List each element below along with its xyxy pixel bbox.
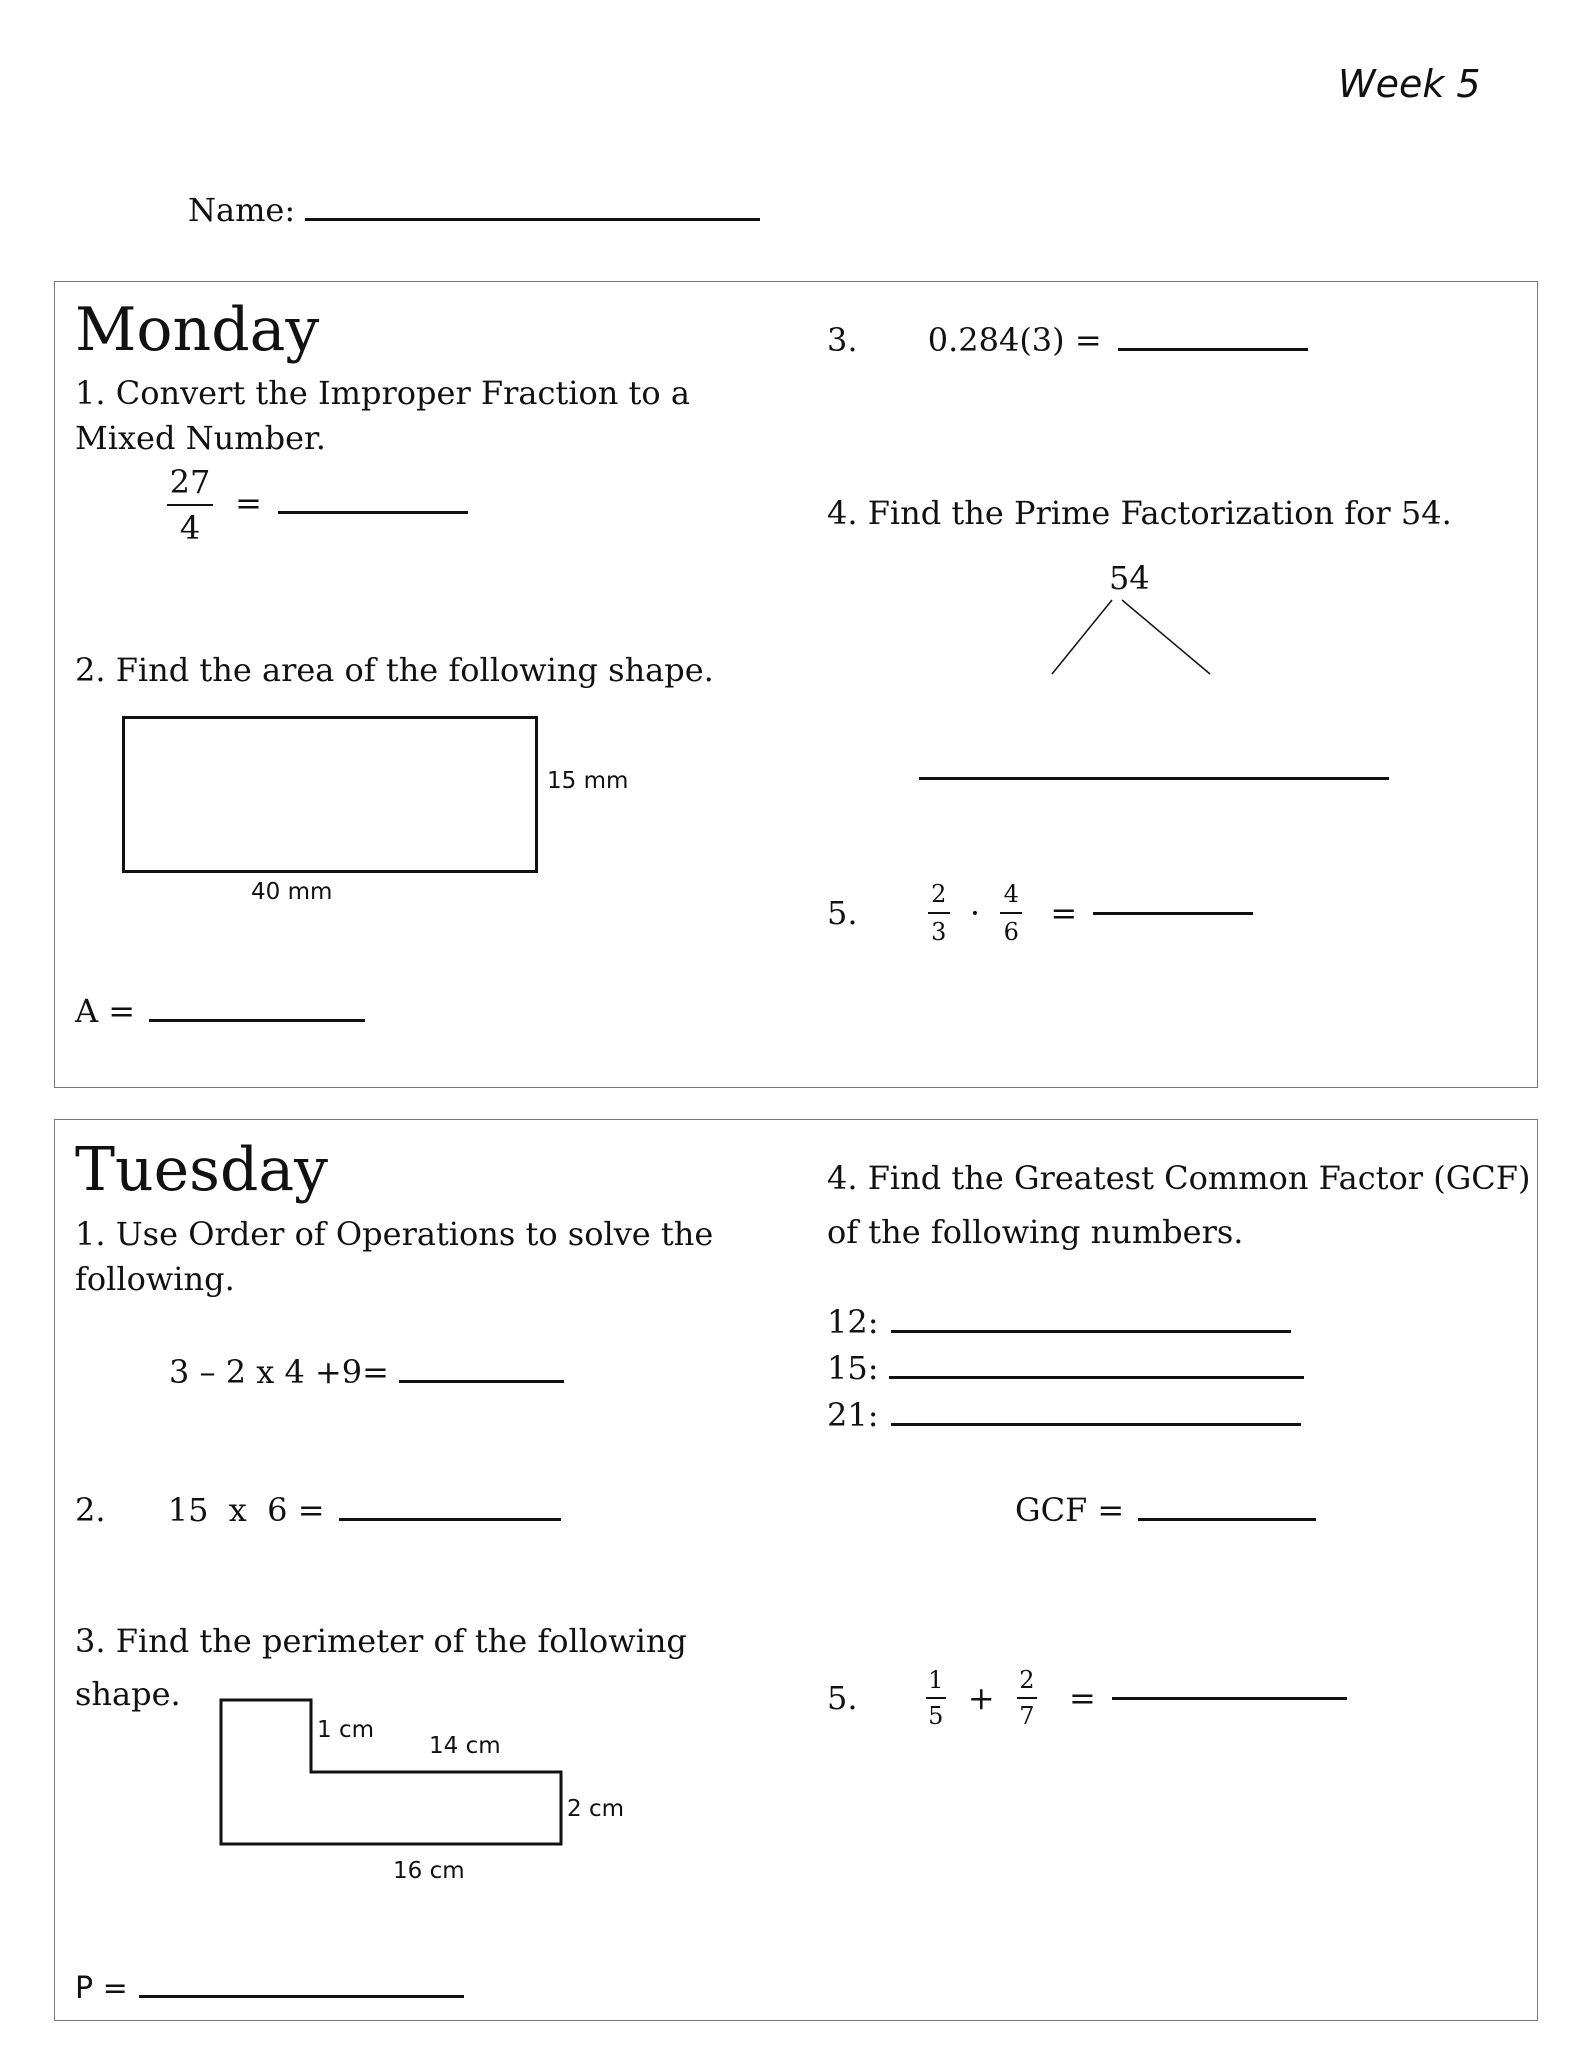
fraction-1-bar — [926, 1697, 946, 1699]
week-label: Week 5 — [1338, 62, 1481, 106]
name-field[interactable] — [188, 191, 760, 229]
tuesday-q2-expression: 15 x 6 = — [167, 1491, 325, 1529]
fraction-2-bar — [1000, 912, 1022, 914]
gcf-row-21-blank[interactable] — [891, 1423, 1301, 1426]
rectangle-width-label: 40 mm — [251, 879, 333, 905]
monday-q1-text-line2: Mixed Number. — [75, 419, 326, 457]
tuesday-title: Tuesday — [75, 1135, 329, 1205]
fraction-2-numerator: 4 — [1003, 880, 1019, 908]
gcf-answer-label: GCF = — [1015, 1491, 1125, 1529]
tuesday-q1-answer-blank[interactable] — [399, 1380, 564, 1383]
l-shape — [219, 1698, 565, 1848]
area-answer-blank[interactable] — [149, 1019, 365, 1022]
monday-q1-text-line1: 1. Convert the Improper Fraction to a — [75, 374, 690, 412]
tuesday-q5-fraction-1 — [926, 1668, 946, 1728]
name-blank[interactable] — [305, 218, 760, 221]
name-label: Name: — [188, 191, 296, 229]
tuesday-q1-expression-row — [169, 1353, 564, 1391]
l-shape-label-16cm: 16 cm — [393, 1858, 465, 1884]
tuesday-q2 — [75, 1491, 561, 1529]
perimeter-answer[interactable] — [75, 1971, 464, 2006]
factor-tree-branches — [1050, 596, 1220, 676]
monday-q5-fraction-2 — [1000, 882, 1022, 944]
gcf-row-21 — [827, 1396, 1301, 1434]
tuesday-q4-text-line2: of the following numbers. — [827, 1213, 1244, 1251]
gcf-row-15-blank[interactable] — [889, 1376, 1304, 1379]
gcf-row-label: 21: — [827, 1396, 879, 1434]
fraction-numerator: 27 — [169, 463, 211, 501]
perimeter-answer-label: P = — [75, 1971, 128, 2006]
tuesday-q5-answer-blank[interactable] — [1112, 1697, 1347, 1700]
fraction-2-bar — [1017, 1697, 1037, 1699]
monday-q5-fraction-1 — [928, 882, 950, 944]
prime-factorization-answer-line[interactable] — [919, 777, 1389, 780]
rectangle-shape — [122, 716, 538, 873]
perimeter-answer-blank[interactable] — [139, 1995, 464, 1998]
equals-sign: = — [1050, 894, 1078, 932]
tuesday-q1-text-line2: following. — [75, 1260, 235, 1298]
tuesday-q2-answer-blank[interactable] — [339, 1518, 561, 1521]
tuesday-q5 — [827, 1668, 1347, 1728]
tuesday-q2-number: 2. — [75, 1491, 106, 1529]
gcf-row-label: 12: — [827, 1303, 879, 1341]
tuesday-q3-text-line2: shape. — [75, 1675, 181, 1713]
rectangle-height-label: 15 mm — [547, 768, 629, 794]
tuesday-q5-fraction-2 — [1017, 1668, 1037, 1728]
fraction-2-denominator: 7 — [1019, 1702, 1035, 1730]
plus-sign: + — [967, 1679, 995, 1717]
tuesday-q5-number: 5. — [827, 1679, 858, 1717]
fraction-2-denominator: 6 — [1003, 918, 1019, 946]
monday-q5 — [827, 882, 1253, 944]
fraction-1-denominator: 5 — [928, 1702, 944, 1730]
monday-q4-text: 4. Find the Prime Factorization for 54. — [827, 494, 1452, 532]
gcf-answer-blank[interactable] — [1138, 1518, 1316, 1521]
gcf-row-12-blank[interactable] — [891, 1330, 1291, 1333]
monday-q3-expression: 0.284(3) = — [927, 321, 1102, 359]
tuesday-q3-text-line1: 3. Find the perimeter of the following — [75, 1622, 687, 1660]
l-shape-label-1cm: 1 cm — [317, 1717, 374, 1743]
l-shape-label-14cm: 14 cm — [429, 1733, 501, 1759]
monday-q3-answer-blank[interactable] — [1118, 348, 1308, 351]
fraction-2-numerator: 2 — [1019, 1666, 1035, 1694]
monday-title: Monday — [75, 295, 320, 365]
equals-sign: = — [1069, 1679, 1096, 1717]
gcf-row-label: 15: — [827, 1349, 879, 1387]
tuesday-panel — [54, 1119, 1538, 2021]
fraction-1-numerator: 2 — [931, 880, 947, 908]
fraction-1-numerator: 1 — [928, 1666, 944, 1694]
monday-q3 — [827, 321, 1308, 359]
monday-q5-number: 5. — [827, 894, 858, 932]
fraction-1-denominator: 3 — [931, 918, 947, 946]
order-of-operations-expression: 3 – 2 x 4 +9= — [169, 1353, 389, 1391]
multiply-dot: · — [969, 894, 981, 932]
gcf-row-12 — [827, 1303, 1291, 1341]
improper-fraction — [167, 463, 213, 547]
monday-q2-text: 2. Find the area of the following shape. — [75, 651, 714, 689]
monday-q5-answer-blank[interactable] — [1093, 912, 1253, 915]
gcf-row-15 — [827, 1349, 1304, 1387]
fraction-denominator: 4 — [179, 509, 201, 547]
fraction-bar — [167, 504, 213, 506]
equals-sign: = — [235, 483, 262, 522]
factor-tree-root: 54 — [1109, 559, 1150, 597]
monday-q3-number: 3. — [827, 321, 858, 359]
monday-q1-answer-blank[interactable] — [278, 511, 468, 514]
monday-q1-fraction-problem — [167, 463, 468, 547]
gcf-answer — [1015, 1491, 1316, 1529]
tuesday-q1-text-line1: 1. Use Order of Operations to solve the — [75, 1215, 714, 1253]
area-answer-label: A = — [75, 992, 136, 1030]
monday-area-answer[interactable] — [75, 992, 365, 1030]
monday-panel — [54, 281, 1538, 1088]
tuesday-q4-text-line1: 4. Find the Greatest Common Factor (GCF) — [827, 1159, 1531, 1197]
fraction-1-bar — [928, 912, 950, 914]
l-shape-label-2cm: 2 cm — [567, 1796, 624, 1822]
